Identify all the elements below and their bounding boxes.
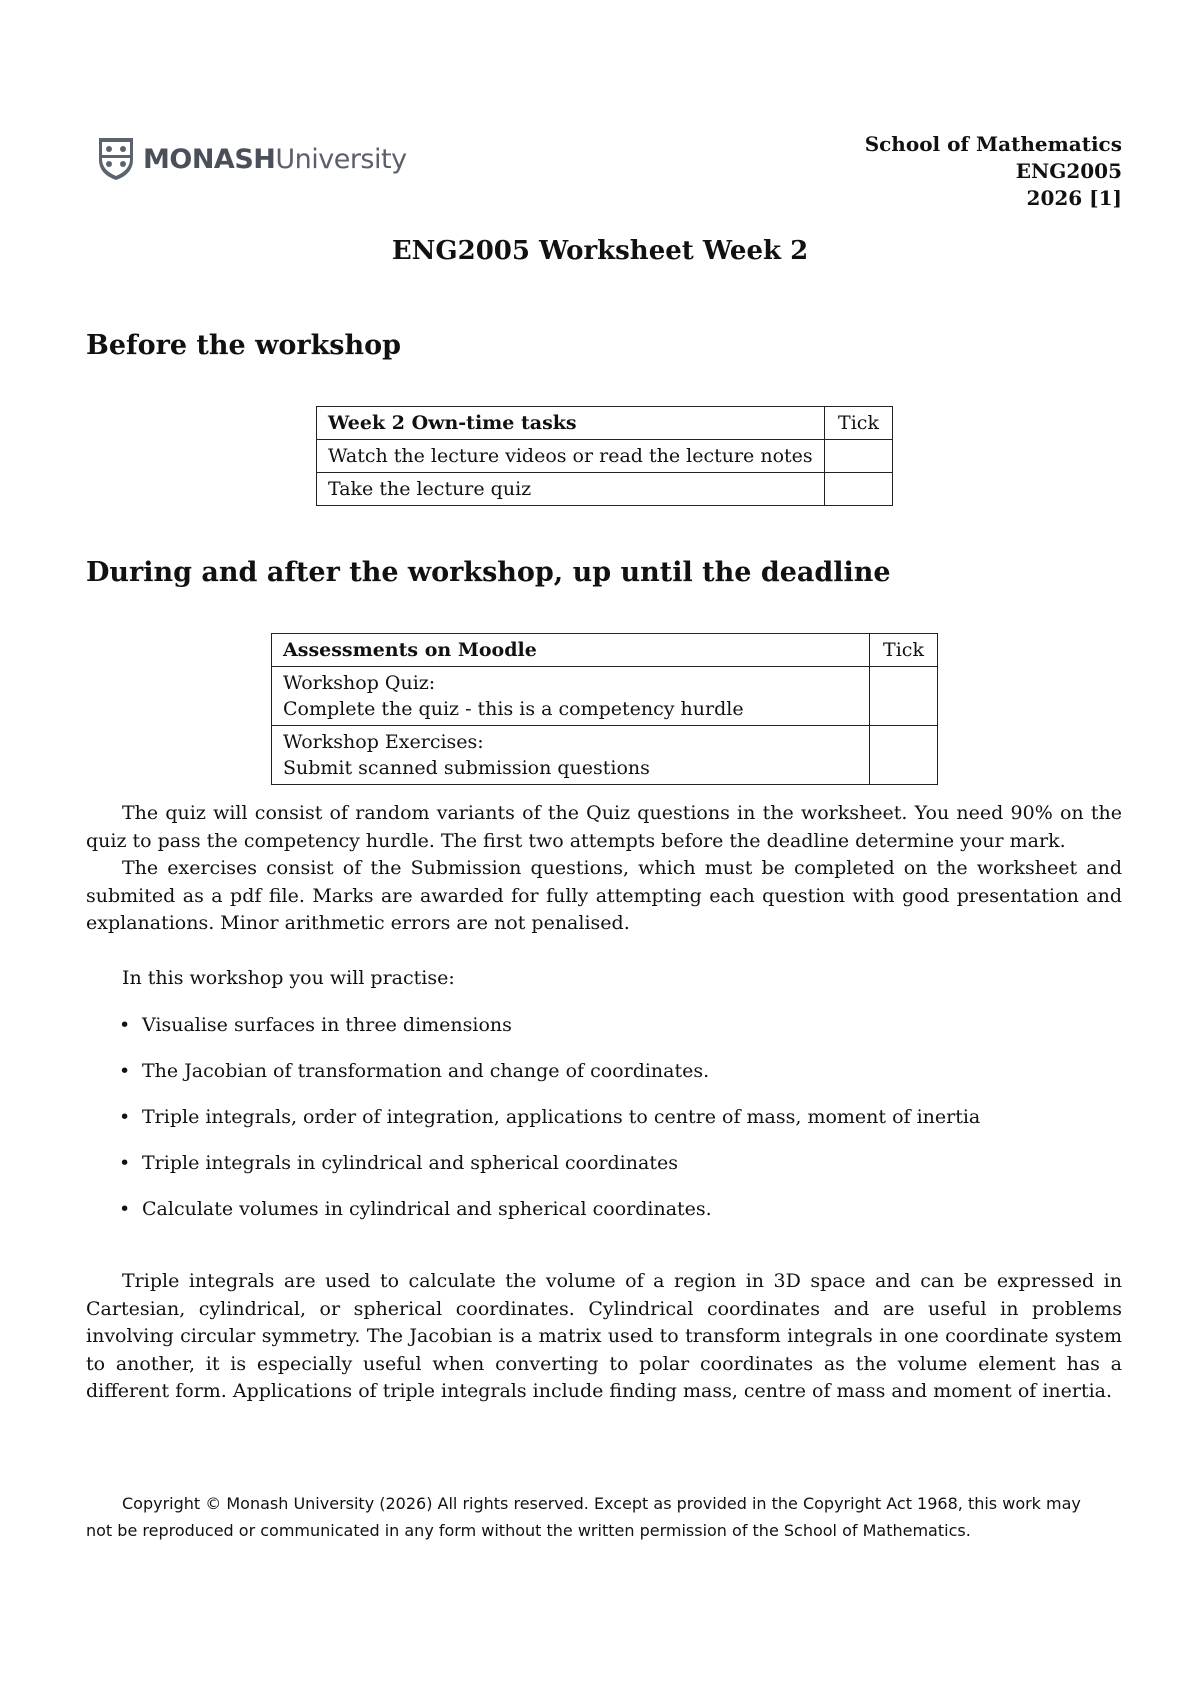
- practise-intro: In this workshop you will practise:: [122, 967, 455, 989]
- page-title: ENG2005 Worksheet Week 2: [391, 236, 809, 266]
- list-item: • The Jacobian of transformation and change of coordinates.: [86, 1058, 980, 1104]
- logo-wordmark: MONASHUniversity: [143, 143, 407, 175]
- table-header-row: [272, 634, 938, 667]
- monash-crest-icon: [97, 136, 135, 182]
- own-time-tasks-table: [316, 406, 893, 506]
- year-semester: 2026 [1]: [1026, 186, 1122, 210]
- school-block: [865, 131, 1122, 212]
- skills-list: [86, 1012, 980, 1242]
- table-row: [317, 440, 893, 473]
- summary-paragraph: Triple integrals are used to calculate the volume of a region in 3D space and can be expressed in Cartesian, cylindrical, or spherical coordinates. Cylindrical coordinates and are useful in problems involving circular symmetry. The Jacobian is a matrix used to transform integrals in one coordinate system to another, it is especially useful when converting to polar coordinates as the volume element has a different form. Applications of triple integrals include finding mass, centre of mass and moment of inertia.: [86, 1270, 1122, 1402]
- tick-box[interactable]: [870, 726, 938, 785]
- task-cell: Take the lecture quiz: [317, 473, 825, 506]
- assessment-cell: Workshop Exercises: Submit scanned submission questions: [272, 726, 870, 785]
- list-item: • Calculate volumes in cylindrical and spherical coordinates.: [86, 1196, 980, 1242]
- col-header-tick: Tick: [870, 634, 938, 667]
- quiz-paragraph: The quiz will consist of random variants of the Quiz questions in the worksheet. You need 90% on the quiz to pass the competency hurdle. The first two attempts before the deadline determine your mark.: [86, 802, 1122, 852]
- table-row: [317, 473, 893, 506]
- table-row: [272, 726, 938, 785]
- assessments-table: [271, 633, 938, 785]
- assessment-cell: Workshop Quiz: Complete the quiz - this is a competency hurdle: [272, 667, 870, 726]
- exercise-paragraph: The exercises consist of the Submission questions, which must be completed on the worksheet and submited as a pdf file. Marks are awarded for fully attempting each question with good presentation and explanations. Minor arithmetic errors are not penalised.: [86, 857, 1122, 934]
- during-workshop-heading: During and after the workshop, up until the deadline: [86, 557, 891, 588]
- copyright-notice: Copyright © Monash University (2026) All rights reserved. Except as provided in the Copyright Act 1968, this work may not be reproduced or communicated in any form without the written permission of the School of Mathematics.: [86, 1494, 1081, 1540]
- col-header-assessments: Assessments on Moodle: [272, 634, 870, 667]
- tick-box[interactable]: [825, 440, 893, 473]
- tick-box[interactable]: [825, 473, 893, 506]
- table-row: [272, 667, 938, 726]
- task-cell: Watch the lecture videos or read the lecture notes: [317, 440, 825, 473]
- tick-box[interactable]: [870, 667, 938, 726]
- list-item: • Triple integrals, order of integration, applications to centre of mass, moment of inertia: [86, 1104, 980, 1150]
- col-header-tasks: Week 2 Own-time tasks: [317, 407, 825, 440]
- col-header-tick: Tick: [825, 407, 893, 440]
- before-workshop-heading: Before the workshop: [86, 330, 402, 361]
- school-name: School of Mathematics: [864, 132, 1122, 156]
- list-item: • Triple integrals in cylindrical and spherical coordinates: [86, 1150, 980, 1196]
- unit-code: ENG2005: [1015, 159, 1122, 183]
- table-header-row: [317, 407, 893, 440]
- list-item: • Visualise surfaces in three dimensions: [86, 1012, 980, 1058]
- monash-logo: [97, 136, 407, 182]
